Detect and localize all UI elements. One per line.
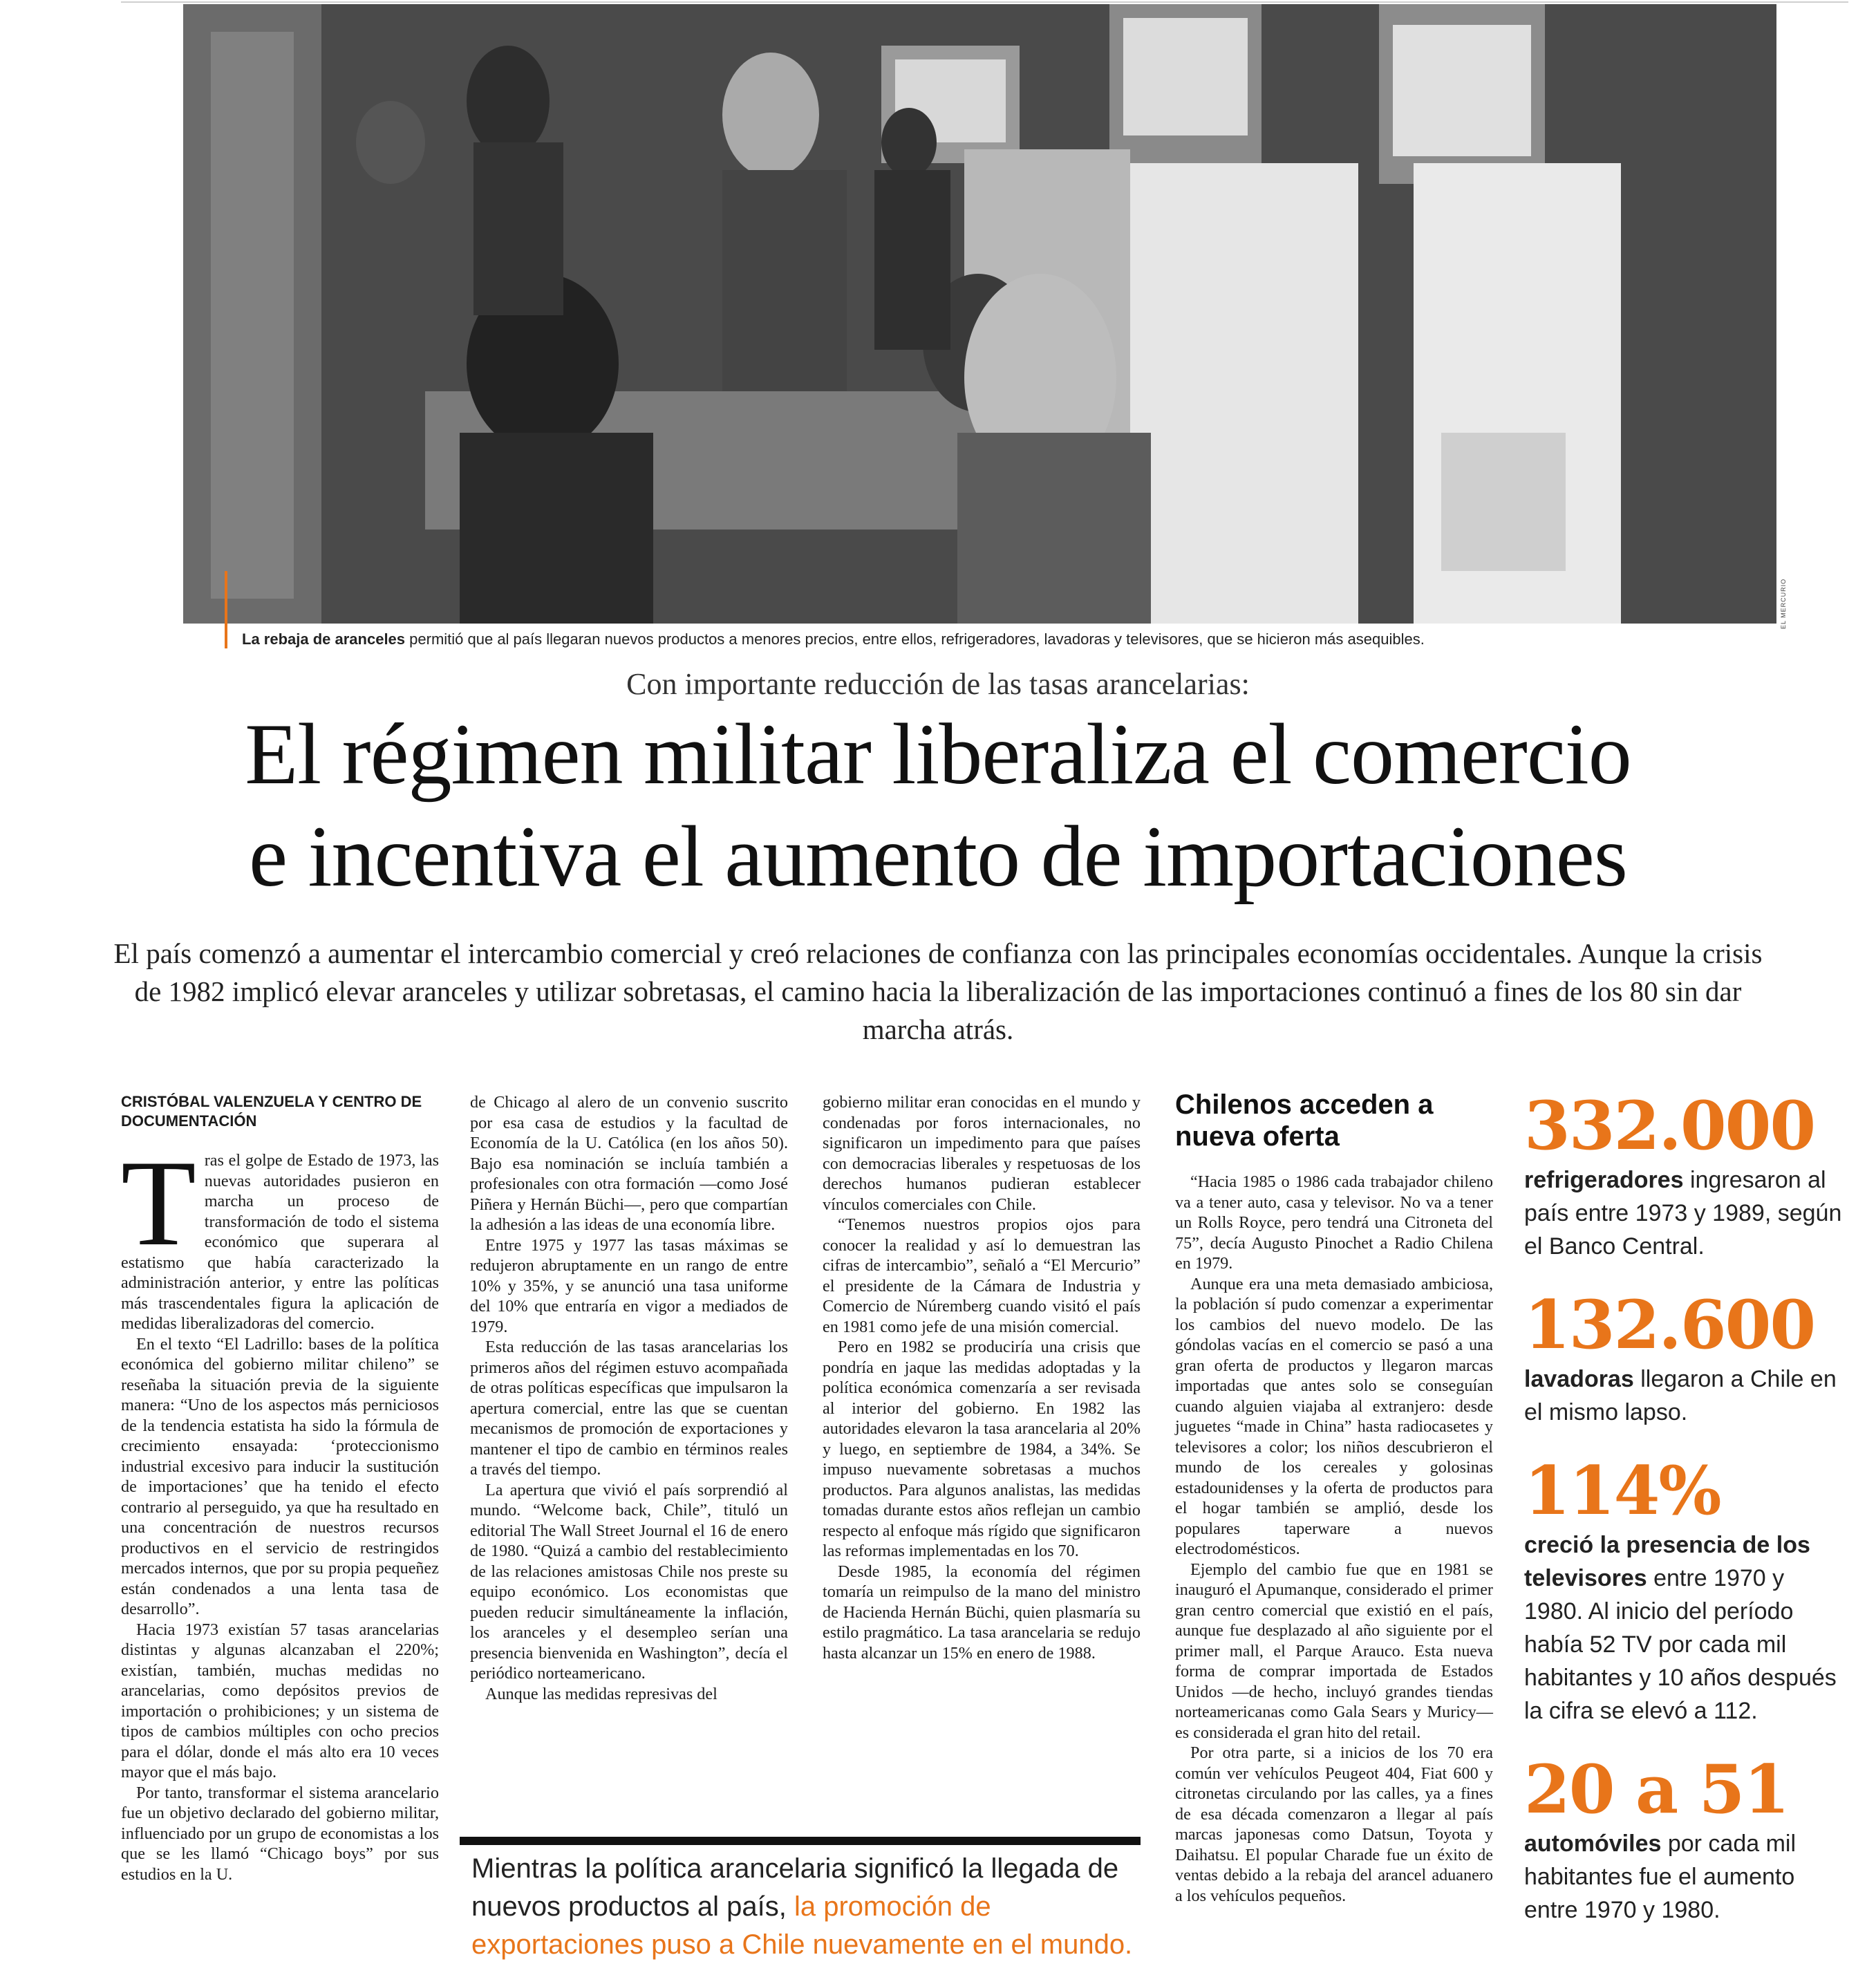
stat-text [1524, 1827, 1849, 1927]
col2-paragraph-2: Entre 1975 y 1977 las tasas máximas se redujeron abruptamente en un rango de entre 10% y 35%, y se anunció una tasa uniforme del 10% que entraría en vigor a mediados de 1979. [470, 1235, 788, 1336]
col3-paragraph-4: Desde 1985, la economía del régimen tomaría un reimpulso de la mano del ministro de Hacienda Hernán Büchi, quien plasmaría su estilo pragmático. La tasa arancelaria se redujo hasta alcanzar un 15% en enero de 1988. [823, 1562, 1141, 1663]
stat-rest: entre 1970 y 1980. Al inicio del período había 52 TV por cada mil habitantes y 10 años después la cifra se elevó a 112. [1524, 1565, 1837, 1724]
stat-value: 332.000 [1524, 1087, 1815, 1165]
stat-text [1524, 1363, 1849, 1429]
headline-line-2: e incentiva el aumento de importaciones [249, 809, 1627, 905]
sidebar-paragraph-3: Ejemplo del cambio fue que en 1981 se inauguró el Apumanque, considerado el primer gran centro comercial que existió en el país, aunque fue desplazado al año siguiente por el primer mall, el Parque Arauco. Esta nueva forma de comprar importada de Estados Unidos —de hecho, incluyó grandes tiendas norteamericanas como Gala Sears y Muricy— es considerada el gran hito del retail. [1175, 1560, 1493, 1742]
sidebar-paragraph-2: Aunque era una meta demasiado ambiciosa, la población sí pudo comenzar a experimentar los cambios del nuevo modelo. De las góndolas vacías en el comercio se pasó a una gran oferta de productos y llegaron marcas importadas que antes solo se conseguían cuando alguien viajaba al extranjero: desde juguetes “made in China” hasta radiocasetes y televisores a color; los niños descubrieron el mundo de los cereales y golosinas estadounidenses y la oferta de productos para el hogar también se amplió, desde los populares taperware a nuevos electrodomésticos. [1175, 1274, 1493, 1558]
pull-quote [471, 1850, 1135, 1964]
stat-bold: creció la presencia de los televisores [1524, 1532, 1810, 1591]
stat-rest: por cada mil habitantes fue el aumento entre 1970 y 1980. [1524, 1831, 1797, 1923]
sidebar-column [1175, 1089, 1493, 1906]
stat-refrigeradores [1524, 1089, 1849, 1263]
headline [83, 704, 1793, 908]
column-3 [823, 1092, 1141, 1663]
stat-value: 114% [1524, 1452, 1720, 1530]
dek: El país comenzó a aumentar el intercambio comercial y creó relaciones de confianza con las principales economías occidentales. Aunque la crisis de 1982 implicó elevar aranceles y utilizar sobretasas, el camino hacia la liberalización de las importaciones continuó a fines de los 80 sin dar marcha atrás. [113, 937, 1763, 1045]
dropcap: T [121, 1134, 196, 1271]
col1-paragraph-1 [121, 1134, 439, 1334]
stat-bold: lavadoras [1524, 1366, 1634, 1392]
stat-value: 20 a 51 [1524, 1750, 1789, 1828]
sidebar-title: Chilenos acceden a nueva oferta [1175, 1089, 1434, 1152]
sidebar-paragraph-4: Por otra parte, si a inicios de los 70 era común ver vehículos Peugeot 404, Fiat 600 y citronetas circulando por las calles, ya a fines de esa década comenzaron a llegar al país marcas japonesas como Datsun, Toyota y Daihatsu. El popular Charade fue un éxito de ventas debido a la rebaja del arancel aduanero a los vehículos pequeños. [1175, 1743, 1493, 1905]
col1-paragraph-2: En el texto “El Ladrillo: bases de la política económica del gobierno militar chileno” se reseñaba la situación previa de la siguiente manera: “Uno de los aspectos más perniciosos de la tendencia estatista ha sido la fórmula de crecimiento ensayada: ‘proteccionismo industrial excesivo para inducir la sustitución de importaciones’ que ha tenido el efecto contrario al perseguido, ya que ha resultado en una concentración de nuestros recursos productivos en el servicio de restringidos mercados internos, que por su propia pequeñez están condenados a una lenta tasa de desarrollo”. [121, 1334, 439, 1618]
pull-quote-rule [460, 1837, 1141, 1845]
stat-text [1524, 1528, 1849, 1728]
column-1 [121, 1092, 439, 1884]
col2-paragraph-3: Esta reducción de las tasas arancelarias los primeros años del régimen estuvo acompañada de otras políticas específicas que impulsaron la apertura comercial, entre las que se cuentan mecanismos de promoción de exportaciones y mantener el tipo de cambio en términos reales a través del tiempo. [470, 1338, 788, 1479]
stat-value: 132.600 [1524, 1286, 1815, 1364]
column-2 [470, 1092, 788, 1704]
col3-paragraph-2: “Tenemos nuestros propios ojos para conocer la realidad y así lo demuestran las cifras de intercambio”, señaló a “El Mercurio” el presidente de la Cámara de Industria y Comercio de Núremberg cuando visitó el país en 1981 como jefe de una misión comercial. [823, 1215, 1141, 1336]
stat-text [1524, 1163, 1849, 1263]
stat-bold: automóviles [1524, 1831, 1662, 1857]
byline: CRISTÓBAL VALENZUELA Y CENTRO DE DOCUMENTACIÓN [121, 1093, 422, 1130]
pull-quote-accent: la promoción de exportaciones puso a Chile nuevamente en el mundo. [471, 1891, 1133, 1960]
top-rule [121, 1, 1848, 3]
stat-rest: ingresaron al país entre 1973 y 1989, según el Banco Central. [1524, 1167, 1842, 1260]
store-scene-illustration [183, 4, 1776, 624]
col1-paragraph-3: Hacia 1973 existían 57 tasas arancelarias distintas y algunas alcanzaban el 220%; existían, también, muchas medidas no arancelarias, como depósitos previos de importación o prohibiciones; y un sistema de tipos de cambios múltiples con ocho precios para el dólar, donde el más alto era 10 veces mayor que el más bajo. [121, 1620, 439, 1781]
pull-quote-dark: Mientras la política arancelaria significó la llegada de nuevos productos al país, [471, 1853, 1119, 1922]
stat-rest: llegaron a Chile en el mismo lapso. [1524, 1366, 1837, 1425]
col3-paragraph-3: Pero en 1982 se produciría una crisis que pondría en jaque las medidas adoptadas y la política económica comenzaría a ser revisada al interior del gobierno. En 1982 las autoridades elevaron la tasa arancelaria al 20% y luego, en septiembre de 1984, a 34%. Se impuso nuevamente sobretasas a muchos productos. Para algunos analistas, las medidas tomadas durante estos años reflejan un cambio respecto al enfoque más rígido que significaron las reformas implementadas en los 70. [823, 1338, 1141, 1560]
stats-panel [1524, 1089, 1849, 1952]
photo-credit: EL MERCURIO [1780, 578, 1787, 629]
archival-photo [183, 4, 1776, 624]
kicker: Con importante reducción de las tasas arancelarias: [626, 667, 1250, 701]
col1-p1-text: ras el golpe de Estado de 1973, las nuevas autoridades pusieron en marcha un proceso de transformación de todo el sistema económico que superara al estatismo que había caracterizado la administración anterior, y entre las políticas más trascendentales figura la aplicación de medidas liberalizadoras del comercio. [121, 1151, 439, 1333]
stat-lavadoras [1524, 1288, 1849, 1429]
photo-caption [225, 628, 1773, 651]
col3-paragraph-1: gobierno militar eran conocidas en el mundo y condenadas por foros internacionales, no significaron un impedimento para que países con democracias liberales y respetuosas de los derechos humanos pudieran establecer vínculos comerciales con Chile. [823, 1093, 1141, 1214]
sidebar-paragraph-1: “Hacia 1985 o 1986 cada trabajador chileno va a tener auto, casa y televisor. No va a tener un Rolls Royce, pero tendrá una Citroneta del 75”, decía Augusto Pinochet a Radio Chilena en 1979. [1175, 1172, 1493, 1273]
col2-paragraph-4: La apertura que vivió el país sorprendió al mundo. “Welcome back, Chile”, tituló un editorial The Wall Street Journal el 16 de enero de 1980. “Quizá a cambio del restablecimiento de las relaciones amistosas Chile nos preste su equipo económico. Los economistas que pueden reducir simultáneamente la inflación, los aranceles y el desempleo serían una presencia bienvenida en Washington”, decía el periódico norteamericano. [470, 1480, 788, 1683]
stat-bold: refrigeradores [1524, 1167, 1684, 1193]
col2-paragraph-1: de Chicago al alero de un convenio suscrito por esa casa de estudios y la facultad de Economía de la U. Católica (en los años 50). Bajo esa nominación se incluía también a profesionales con otra formación —como José Piñera y Hernán Büchi—, pero que compartían la adhesión a las ideas de una economía libre. [470, 1093, 788, 1234]
col1-paragraph-4: Por tanto, transformar el sistema arancelario fue un objetivo declarado del gobierno militar, influenciado por un grupo de economistas a los que se les llamó “Chicago boys” por sus estudios en la U. [121, 1783, 439, 1884]
caption-lead: La rebaja de aranceles [242, 630, 406, 648]
headline-line-1: El régimen militar liberaliza el comercio [245, 706, 1631, 803]
stat-televisores [1524, 1454, 1849, 1728]
stat-automoviles [1524, 1752, 1849, 1927]
caption-text: permitió que al país llegaran nuevos productos a menores precios, entre ellos, refrigeradores, lavadoras y televisores, que se hicieron más asequibles. [405, 630, 1425, 648]
col2-paragraph-5: Aunque las medidas represivas del [485, 1684, 717, 1703]
